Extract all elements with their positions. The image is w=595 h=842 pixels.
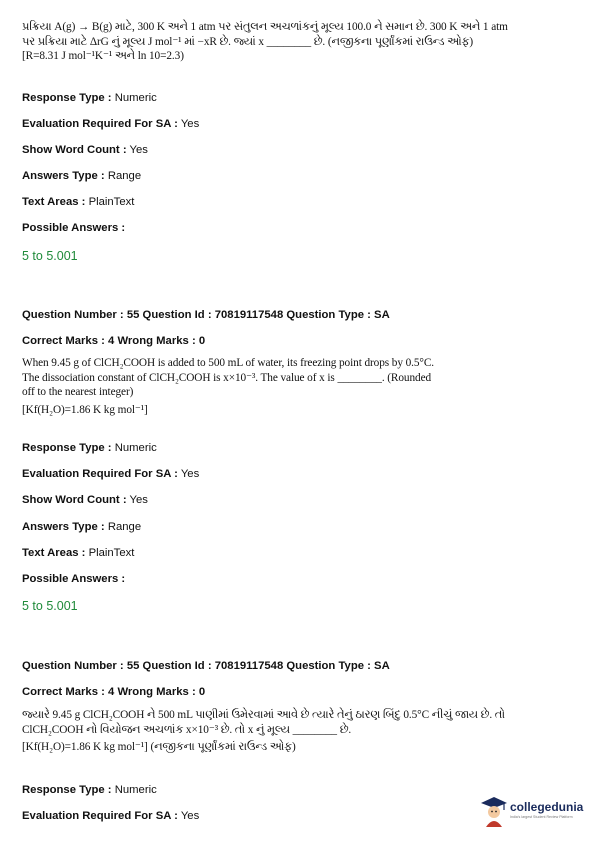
evaluation-value: Yes [180,468,200,480]
logo-wordmark: collegedunia [510,800,584,814]
question-type: SA [374,660,390,672]
possible-answer-value: 5 to 5.001 [22,249,78,263]
response-type-row: Response Type : Numeric [22,92,157,104]
word-count-value: Yes [129,494,148,506]
answers-type-value: Range [107,170,142,182]
question-line: જ્યારે 9.45 g ClCH₂COOH ને 500 mL પાણીમાં ઉમેરવામાં આવે છે ત્યારે તેનું ઠારણ બિંદુ 0.5°C નીચું જાય છે. તો [22,709,505,721]
text-areas-row: Text Areas : PlainText [22,196,135,208]
question-type: SA [374,309,390,321]
marks-row: Correct Marks : 4 Wrong Marks : 0 [22,686,206,698]
collegedunia-logo[interactable] [480,795,585,829]
response-type-row: Response Type : Numeric [22,784,157,796]
word-count-row: Show Word Count : Yes [22,144,148,156]
question-line: When 9.45 g of ClCH₂COOH is added to 500 mL of water, its freezing point drops by 0.5°C. [22,357,435,369]
response-type-value: Numeric [114,784,157,796]
response-type-value: Numeric [114,442,157,454]
wrong-marks: 0 [198,686,206,698]
question-line: પ્રક્રિયા A(g) → B(g) માટે, 300 K અને 1 atm પર સંતુલન અચળાંકનું મૂલ્ય 100.0 ને સમાન છે. 300 K અને 1 atm [22,21,508,33]
correct-marks: 4 [108,335,115,347]
evaluation-row: Evaluation Required For SA : Yes [22,810,200,822]
question-id: 70819117548 [214,660,284,672]
word-count-value: Yes [129,144,148,156]
question-id: 70819117548 [214,309,284,321]
evaluation-row: Evaluation Required For SA : Yes [22,118,200,130]
correct-marks: 4 [108,686,115,698]
evaluation-row: Evaluation Required For SA : Yes [22,468,200,480]
question-line: [R=8.31 J mol⁻¹K⁻¹ અને ln 10=2.3) [22,50,184,62]
answers-type-row: Answers Type : Range [22,521,142,533]
wrong-marks: 0 [198,335,206,347]
word-count-row: Show Word Count : Yes [22,494,148,506]
text-areas-value: PlainText [88,547,135,559]
question-text-gujarati-top [22,20,508,64]
response-type-value: Numeric [114,92,157,104]
possible-answers-row: Possible Answers : [22,222,126,234]
graduate-mascot-icon [480,795,508,827]
evaluation-value: Yes [180,118,200,130]
question-line: [Kf(H₂O)=1.86 K kg mol⁻¹] [22,403,148,416]
question-line: ClCH₂COOH નો વિયોજન અચળાંક x×10⁻³ છે. તો x નું મૂલ્ય ________ છે. [22,723,352,736]
question-number: 55 [126,309,140,321]
question-text-gujarati [22,708,505,755]
question-line: [Kf(H₂O)=1.86 K kg mol⁻¹] (નજીકના પૂર્ણાંકમાં રાઉન્ડ ઓફ) [22,741,296,753]
question-header: Question Number : 55 Question Id : 70819117548 Question Type : SA [22,309,390,321]
question-line: off to the nearest integer) [22,386,134,398]
question-number: 55 [126,660,140,672]
question-line: પર પ્રક્રિયા માટે ΔrG નું મૂલ્ય J mol⁻¹ માં −xR છે. જ્યાં x ________ છે. (નજીકના પૂર્ણાંકમાં રાઉન્ડ ઓફ) [22,35,474,48]
possible-answer-value: 5 to 5.001 [22,599,78,613]
text-areas-row: Text Areas : PlainText [22,547,135,559]
evaluation-value: Yes [180,810,200,822]
marks-row: Correct Marks : 4 Wrong Marks : 0 [22,335,206,347]
possible-answers-row: Possible Answers : [22,573,126,585]
answers-type-value: Range [107,521,142,533]
question-line: The dissociation constant of ClCH₂COOH is x×10⁻³. The value of x is ________. (Rounded [22,371,432,384]
logo-tagline: India's largest Student Review Platform [510,815,573,819]
answers-type-row: Answers Type : Range [22,170,142,182]
question-header: Question Number : 55 Question Id : 70819117548 Question Type : SA [22,660,390,672]
text-areas-value: PlainText [88,196,135,208]
question-text-english [22,356,462,417]
response-type-row: Response Type : Numeric [22,442,157,454]
